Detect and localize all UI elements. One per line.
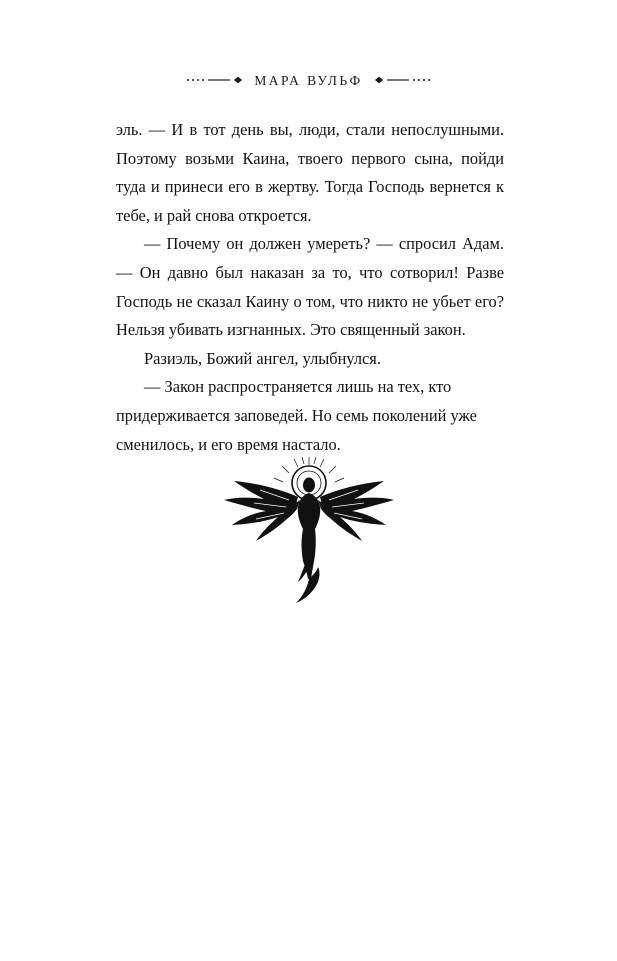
illustration-container [0, 455, 617, 605]
paragraph: эль. — И в тот день вы, люди, стали непослушными. Поэтому возьми Каина, твоего первого сына, пойди туда и принеси его в жертву. Тогда Господь вернется к тебе, и рай снова откроется. [116, 120, 504, 225]
running-head [0, 72, 617, 90]
paragraph: Разиэль, Божий ангел, улыбнулся. [144, 348, 381, 368]
paragraph: — Почему он должен умереть? — спросил Адам. — Он давно был наказан за то, что сотворил! Разве Господь не сказал Каину о том, что никто не убьет его? Нельзя убивать изгнанных. Это священный закон. [116, 234, 504, 340]
page-body-text [116, 116, 504, 459]
winged-angel-figure-illustration [194, 455, 424, 605]
paragraph: — Закон распространяется лишь на тех, кто придерживается заповедей. Но семь поколений уже сменилось, и его время настало. [116, 377, 477, 454]
dotted-rule-diamond-ornament-left-icon [186, 72, 244, 90]
dotted-rule-diamond-ornament-right-icon [373, 72, 431, 90]
running-head-author: МАРА ВУЛЬФ [254, 73, 363, 88]
